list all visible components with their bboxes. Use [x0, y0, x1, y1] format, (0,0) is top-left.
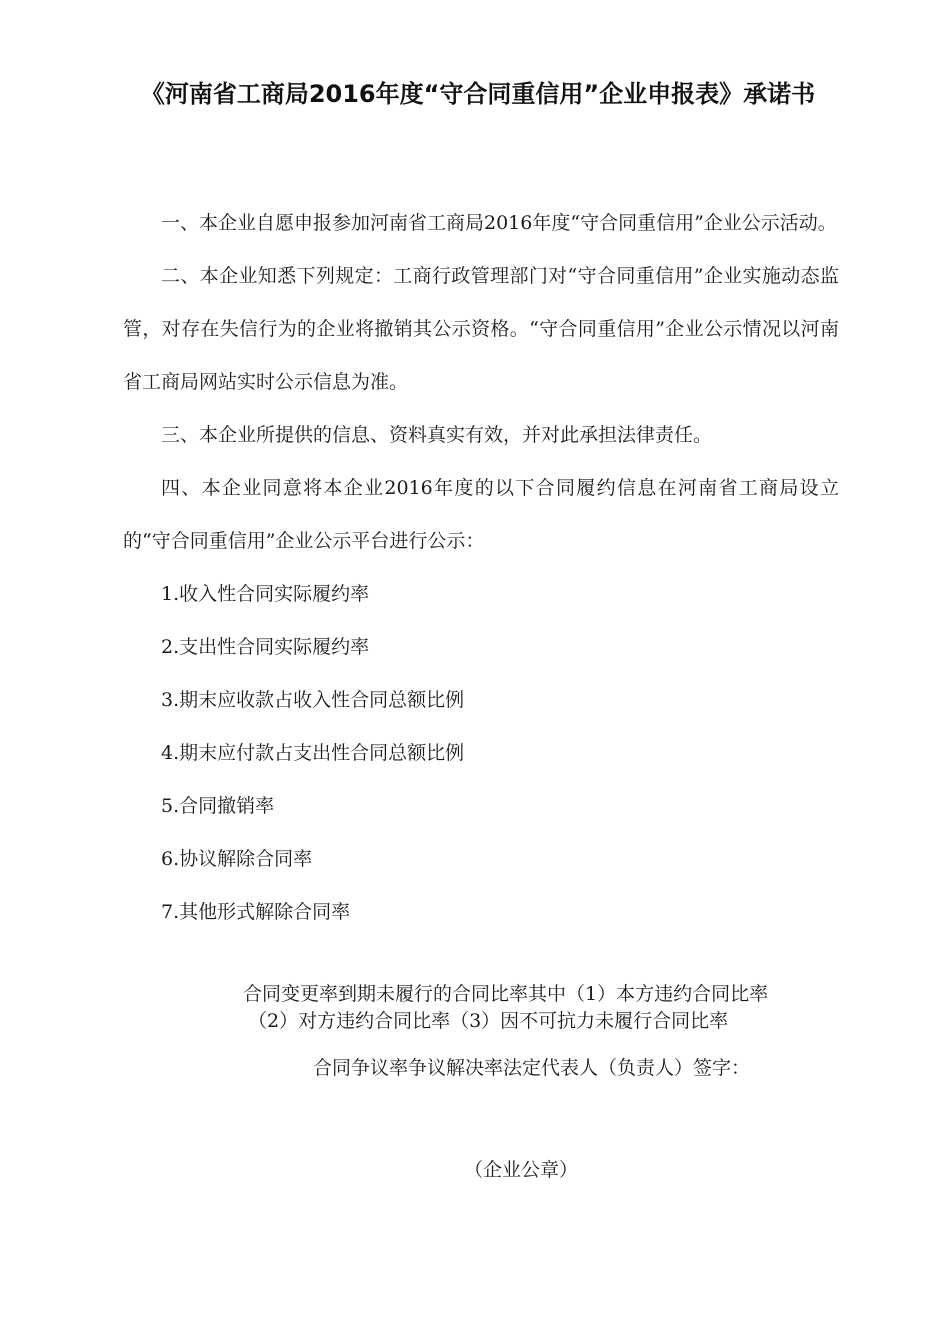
list-item: 4.期末应付款占支出性合同总额比例 [161, 742, 465, 764]
document-title: 《河南省工商局2016年度“守合同重信用”企业申报表》承诺书 [140, 80, 816, 108]
clause-3: 三、本企业所提供的信息、资料真实有效，并对此承担法律责任。 [161, 424, 713, 446]
ratio-line-1: 合同变更率到期未履行的合同比率其中（1）本方违约合同比率 [243, 983, 769, 1005]
clause-4: 四、本企业同意将本企业2016年度的以下合同履约信息在河南省工商局设立的“守合同重信用”企业公示平台进行公示： [123, 477, 839, 552]
list-item: 5.合同撤销率 [161, 795, 275, 817]
ratio-line-2: （2）对方违约合同比率（3）因不可抗力未履行合同比率 [248, 1010, 729, 1032]
list-item: 1.收入性合同实际履约率 [161, 583, 370, 605]
signature-line: 合同争议率争议解决率法定代表人（负责人）签字： [313, 1057, 751, 1079]
list-item: 6.协议解除合同率 [161, 848, 313, 870]
list-item: 2.支出性合同实际履约率 [161, 636, 370, 658]
list-item: 7.其他形式解除合同率 [161, 901, 351, 923]
list-item: 3.期末应收款占收入性合同总额比例 [161, 689, 465, 711]
document-body [123, 197, 839, 939]
clause-2: 二、本企业知悉下列规定：工商行政管理部门对“守合同重信用”企业实施动态监管，对存在失信行为的企业将撤销其公示资格。“守合同重信用”企业公示情况以河南省工商局网站实时公示信息为准。 [123, 265, 839, 393]
company-seal-label: （企业公章） [464, 1159, 579, 1181]
clause-1: 一、本企业自愿申报参加河南省工商局2016年度“守合同重信用”企业公示活动。 [161, 212, 837, 234]
